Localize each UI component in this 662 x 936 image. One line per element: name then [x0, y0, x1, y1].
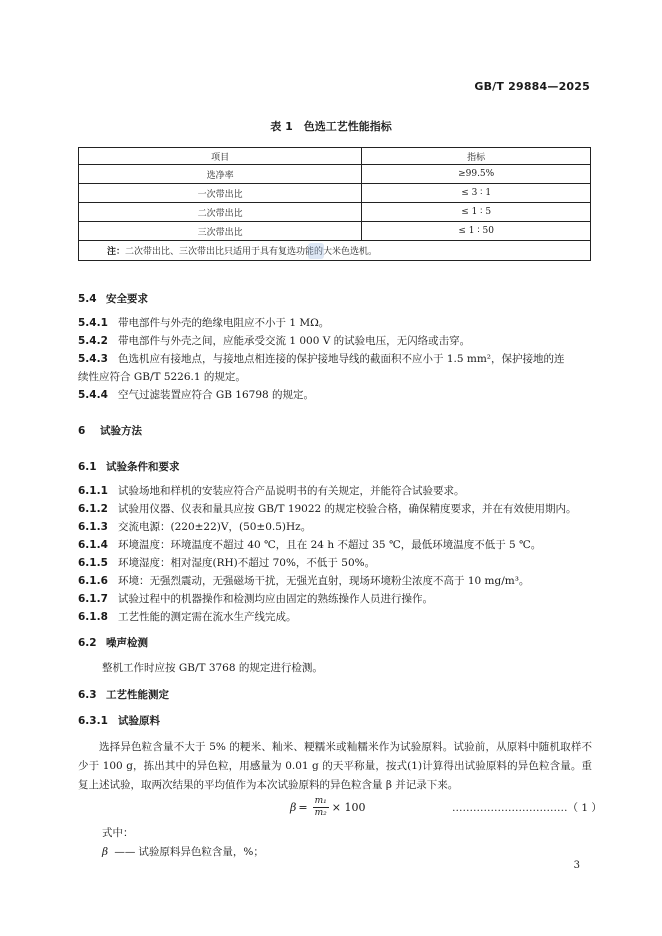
- clause-6-1-1: 6.1.1 试验场地和样机的安装应符合产品说明书的有关规定，并能符合试验要求。: [78, 485, 465, 497]
- section-6-2-text: 整机工作时应按 GB/T 3768 的规定进行检测。: [102, 662, 323, 674]
- formula-lhs: β: [290, 801, 297, 814]
- section-6-1-heading: 6.1 试验条件和要求: [78, 461, 180, 473]
- process-performance-table: [78, 147, 591, 261]
- formula-equals: =: [298, 801, 308, 814]
- clause-6-1-5: 6.1.5 环境湿度：相对湿度(RH)不超过 70%，不低于 50%。: [78, 557, 376, 569]
- section-6-3-1-heading: 6.3.1 试验原料: [78, 715, 160, 727]
- formula-denominator: m₂: [314, 808, 327, 818]
- clause-6-1-6: 6.1.6 环境：无强烈震动，无强磁场干扰，无强光直射，现场环境粉尘浓度不高于 10 mg/m³。: [78, 575, 530, 587]
- table-note-row: [79, 241, 591, 261]
- section-6-3-heading: 6.3 工艺性能测定: [78, 689, 169, 701]
- table-row: [79, 184, 591, 203]
- formula-numerator: m₁: [314, 796, 327, 806]
- table-cell-value: ≤ 3 ∶ 1: [362, 184, 591, 203]
- clause-6-1-7: 6.1.7 试验过程中的机器操作和检测均应由固定的熟练操作人员进行操作。: [78, 593, 433, 605]
- clause-6-1-4: 6.1.4 环境温度：环境温度不超过 40 ℃，且在 24 h 不超过 35 ℃，最低环境温度不低于 5 ℃。: [78, 539, 542, 551]
- where-desc: 试验原料异色粒含量，%；: [138, 846, 264, 858]
- column-header-index: 指标: [362, 148, 591, 165]
- where-dash: ——: [114, 846, 136, 858]
- table-cell-item: 选净率: [79, 165, 362, 184]
- note-text: 二次带出比、三次带出比只适用于具有复选功能的大米色选机。: [125, 247, 378, 257]
- clause-6-1-3: 6.1.3 交流电源：(220±22)V，(50±0.5)Hz。: [78, 521, 312, 533]
- table-cell-value: ≥99.5%: [362, 165, 591, 184]
- watermark-icon: [308, 243, 324, 259]
- table-cell-value: ≤ 1 ∶ 50: [362, 222, 591, 241]
- table-cell-item: 三次带出比: [79, 222, 362, 241]
- table-title: 表 1 色选工艺性能指标: [270, 120, 392, 133]
- clause-5-4-4: 5.4.4 空气过滤装置应符合 GB 16798 的规定。: [78, 389, 315, 401]
- table-cell-value: ≤ 1 ∶ 5: [362, 203, 591, 222]
- clause-5-4-3-continued: 续性应符合 GB/T 5226.1 的规定。: [78, 371, 246, 383]
- formula-multiplier: × 100: [331, 801, 366, 814]
- where-item: [102, 845, 264, 859]
- table-row: [79, 165, 591, 184]
- clause-5-4-3: 5.4.3 色选机应有接地点，与接地点相连接的保护接地导线的截面积不应小于 1.5 mm²，保护接地的连: [78, 353, 565, 365]
- clause-6-1-8: 6.1.8 工艺性能的测定需在流水生产线完成。: [78, 611, 297, 623]
- where-symbol: β: [102, 846, 109, 858]
- clause-5-4-1: 5.4.1 带电部件与外壳的绝缘电阻应不小于 1 MΩ。: [78, 317, 330, 329]
- standard-code: GB/T 29884—2025: [474, 80, 590, 93]
- table-cell-item: 一次带出比: [79, 184, 362, 203]
- formula-number: ……………………………（ 1 ）: [452, 802, 602, 814]
- where-label: 式中：: [102, 827, 134, 839]
- table-header-row: [79, 148, 591, 165]
- note-label: 注：: [107, 247, 126, 257]
- table-row: [79, 203, 591, 222]
- section-5-4-heading: 5.4 安全要求: [78, 293, 148, 305]
- section-6-2-heading: 6.2 噪声检测: [78, 637, 148, 649]
- table-note: [79, 241, 591, 261]
- clause-5-4-2: 5.4.2 带电部件与外壳之间，应能承受交流 1 000 V 的试验电压，无闪络或击穿。: [78, 335, 471, 347]
- clause-6-1-2: 6.1.2 试验用仪器、仪表和量具应按 GB/T 19022 的规定校验合格，确保精度要求，并在有效使用期内。: [78, 503, 577, 515]
- formula-1: [290, 796, 365, 819]
- table-row: [79, 222, 591, 241]
- chapter-6-heading: 6 试验方法: [78, 425, 142, 437]
- table-cell-item: 二次带出比: [79, 203, 362, 222]
- formula-fraction: [313, 796, 329, 819]
- page-number: 3: [573, 860, 580, 871]
- section-6-3-1-paragraph: 选择异色粒含量不大于 5% 的粳米、籼米、粳糯米或籼糯米作为试验原料。试验前，从原料中随机取样不少于 100 g，拣出其中的异色粒，用感量为 0.01 g 的天平称量，按式(1)计算得出试验原料的异色粒含量。重复上述试验，取两次结果的平均值作为本次试验原料的异色粒含量 β 并记录下来。: [78, 741, 592, 791]
- column-header-item: 项目: [79, 148, 362, 165]
